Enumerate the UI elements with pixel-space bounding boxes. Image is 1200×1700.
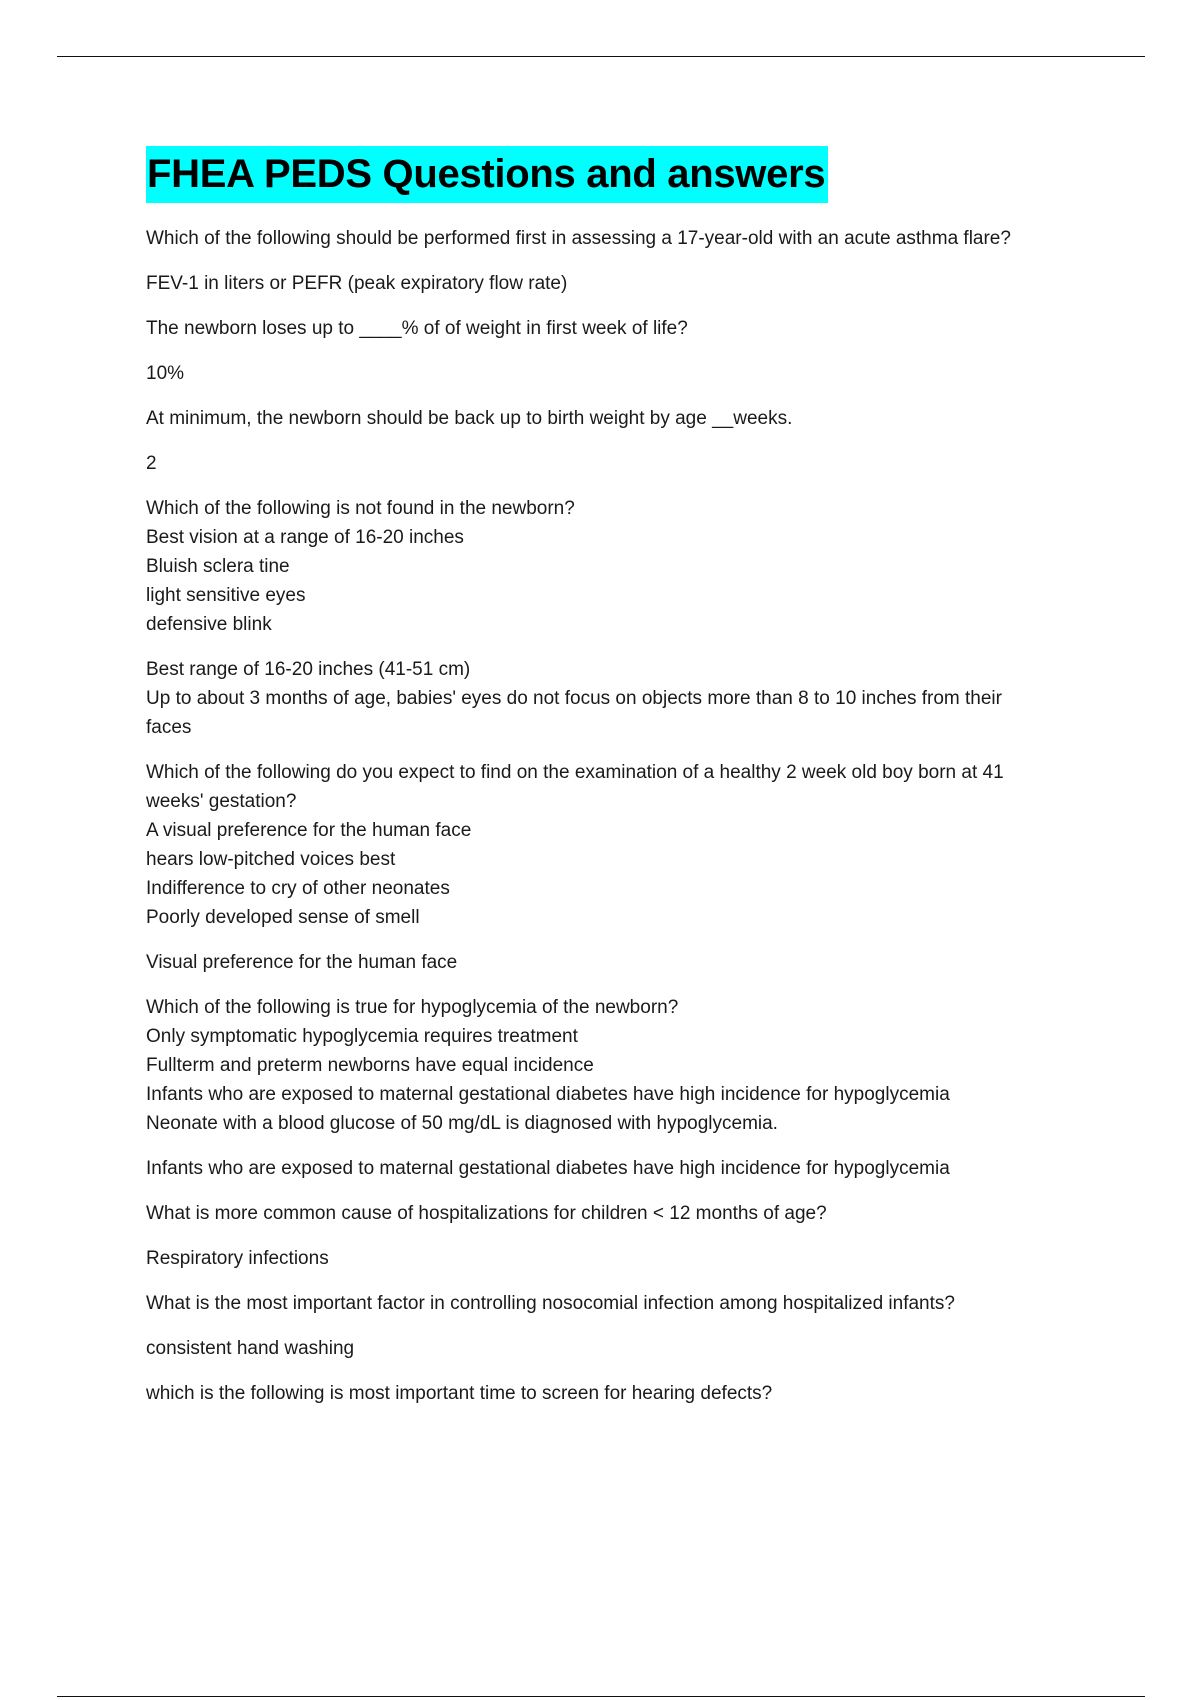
qa-block (146, 359, 1096, 388)
page-title: FHEA PEDS Questions and answers (146, 146, 828, 203)
qa-block (146, 1199, 1096, 1228)
qa-block (146, 314, 1096, 343)
document-body (146, 224, 1096, 1424)
qa-block (146, 449, 1096, 478)
qa-block (146, 269, 1096, 298)
qa-block (146, 948, 1096, 977)
text-line: Neonate with a blood glucose of 50 mg/dL is diagnosed with hypoglycemia. (146, 1113, 778, 1134)
qa-block (146, 758, 1096, 932)
qa-block (146, 1244, 1096, 1273)
text-line: What is more common cause of hospitalizations for children < 12 months of age? (146, 1203, 827, 1224)
qa-block (146, 494, 1096, 639)
qa-block (146, 1379, 1096, 1408)
text-line: Poorly developed sense of smell (146, 907, 420, 928)
text-line: Infants who are exposed to maternal gestational diabetes have high incidence for hypoglycemia (146, 1084, 950, 1105)
footer-rule (57, 1696, 1145, 1697)
qa-block (146, 1154, 1096, 1183)
text-line: Which of the following do you expect to find on the examination of a healthy 2 week old boy born at 41 (146, 762, 1004, 783)
text-line: Respiratory infections (146, 1248, 329, 1269)
text-line: Best range of 16-20 inches (41-51 cm) (146, 659, 471, 680)
text-line: Which of the following is true for hypoglycemia of the newborn? (146, 997, 679, 1018)
text-line: faces (146, 717, 192, 738)
text-line: Best vision at a range of 16-20 inches (146, 527, 464, 548)
text-line: Which of the following should be performed first in assessing a 17-year-old with an acute asthma flare? (146, 228, 1011, 249)
text-line: light sensitive eyes (146, 585, 306, 606)
text-line: Bluish sclera tine (146, 556, 290, 577)
text-line: Visual preference for the human face (146, 952, 458, 973)
text-line: Only symptomatic hypoglycemia requires treatment (146, 1026, 578, 1047)
qa-block (146, 404, 1096, 433)
qa-block (146, 1289, 1096, 1318)
text-line: hears low-pitched voices best (146, 849, 396, 870)
header-rule (57, 56, 1145, 57)
text-line: 10% (146, 363, 185, 384)
text-line: Indifference to cry of other neonates (146, 878, 450, 899)
qa-block (146, 993, 1096, 1138)
text-line: What is the most important factor in controlling nosocomial infection among hospitalized infants? (146, 1293, 955, 1314)
text-line: Fullterm and preterm newborns have equal incidence (146, 1055, 594, 1076)
text-line: The newborn loses up to ____% of of weight in first week of life? (146, 318, 688, 339)
text-line: Infants who are exposed to maternal gestational diabetes have high incidence for hypoglycemia (146, 1158, 950, 1179)
text-line: FEV-1 in liters or PEFR (peak expiratory flow rate) (146, 273, 568, 294)
text-line: A visual preference for the human face (146, 820, 472, 841)
text-line: defensive blink (146, 614, 272, 635)
qa-block (146, 1334, 1096, 1363)
qa-block (146, 655, 1096, 742)
text-line: which is the following is most important time to screen for hearing defects? (146, 1383, 773, 1404)
qa-block (146, 224, 1096, 253)
text-line: Which of the following is not found in the newborn? (146, 498, 575, 519)
text-line: 2 (146, 453, 157, 474)
text-line: Up to about 3 months of age, babies' eyes do not focus on objects more than 8 to 10 inches from their (146, 688, 1002, 709)
text-line: consistent hand washing (146, 1338, 355, 1359)
text-line: weeks' gestation? (146, 791, 297, 812)
text-line: At minimum, the newborn should be back up to birth weight by age __weeks. (146, 408, 793, 429)
